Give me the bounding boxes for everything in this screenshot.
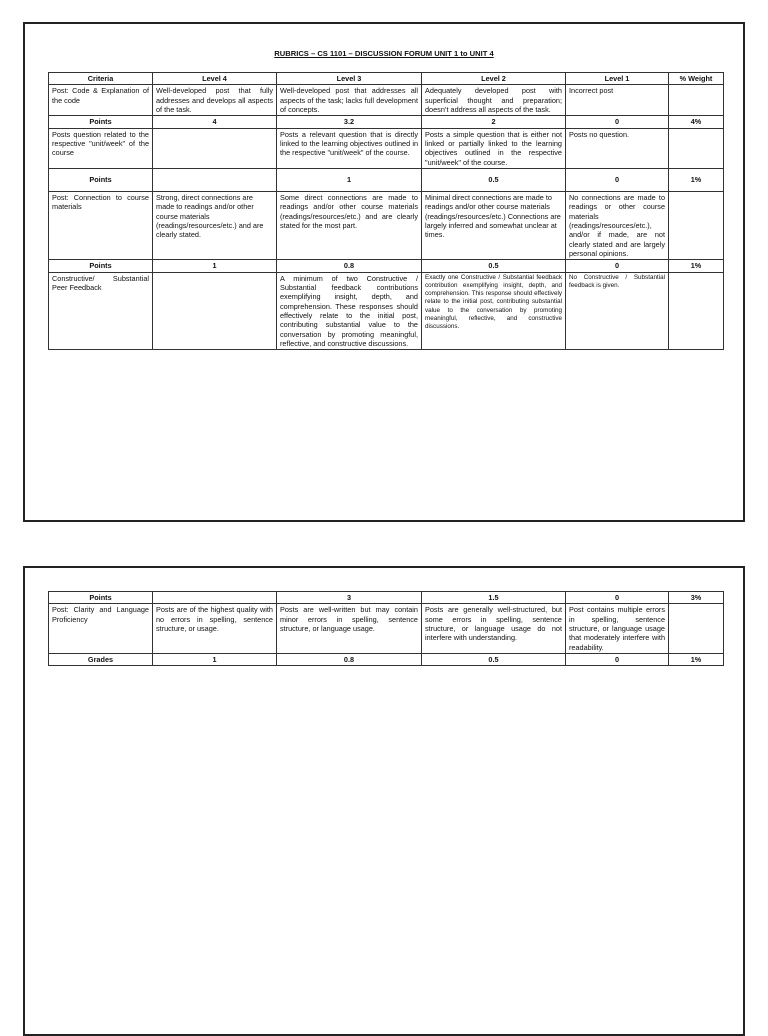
criterion-row	[49, 85, 724, 116]
weight-cell	[669, 85, 724, 116]
points-row	[49, 168, 724, 191]
header-level-1: Level 1	[566, 73, 669, 85]
criterion-name: Post: Clarity and Language Proficiency	[49, 604, 153, 654]
weight-cell	[669, 128, 724, 168]
points-weight: 1%	[669, 168, 724, 191]
level-4-description: Strong, direct connections are made to readings and/or other course materials (readings/resources/etc.) and are clearly stated.	[153, 191, 277, 259]
level-1-description: Post contains multiple errors in spelling, sentence structure, or language usage that moderately interfere with readability.	[566, 604, 669, 654]
level-2-description: Posts are generally well-structured, but some errors in spelling, sentence structure, or language usage do not interfere with understanding.	[422, 604, 566, 654]
document-page-1	[23, 22, 745, 522]
level-4-description: Posts are of the highest quality with no errors in spelling, sentence structure, or usage.	[153, 604, 277, 654]
points-weight: 1%	[669, 260, 724, 272]
grades-level-1: 0	[566, 653, 669, 665]
header-criteria: Criteria	[49, 73, 153, 85]
weight-cell	[669, 604, 724, 654]
level-1-description: Incorrect post	[566, 85, 669, 116]
level-3-description: Well-developed post that addresses all aspects of the task; lacks full development of concepts.	[277, 85, 422, 116]
points-label: Points	[49, 168, 153, 191]
criterion-row	[49, 604, 724, 654]
document-page-2	[23, 566, 745, 1036]
points-label: Points	[49, 592, 153, 604]
grades-weight: 1%	[669, 653, 724, 665]
points-level-1: 0	[566, 592, 669, 604]
points-level-3: 0.8	[277, 260, 422, 272]
grades-level-4: 1	[153, 653, 277, 665]
criterion-row	[49, 272, 724, 350]
points-row	[49, 116, 724, 128]
criterion-name: Post: Code & Explanation of the code	[49, 85, 153, 116]
level-1-description: No connections are made to readings or other course materials (readings/resources/etc.), and/or if made, are not clearly stated and are largely personal opinions.	[566, 191, 669, 259]
criterion-name: Post: Connection to course materials	[49, 191, 153, 259]
points-label: Points	[49, 260, 153, 272]
points-level-4	[153, 168, 277, 191]
points-level-1: 0	[566, 168, 669, 191]
header-level-2: Level 2	[422, 73, 566, 85]
points-level-4: 4	[153, 116, 277, 128]
level-2-description: Exactly one Constructive / Substantial feedback contribution exemplifying insight, depth, and comprehension. This response should effectively relate to the initial post, contributing substantial value to the conversation by promoting meaningful, reflective, and constructive discussions.	[422, 272, 566, 350]
document-title: RUBRICS – CS 1101 – DISCUSSION FORUM UNIT 1 to UNIT 4	[274, 49, 494, 58]
criterion-row	[49, 128, 724, 168]
points-level-1: 0	[566, 116, 669, 128]
points-level-4	[153, 592, 277, 604]
level-2-description: Adequately developed post with superficial thought and preparation; doesn’t address all aspects of the task.	[422, 85, 566, 116]
rubric-table-page-1	[48, 72, 724, 350]
level-4-description: Well-developed post that fully addresses and develops all aspects of the task.	[153, 85, 277, 116]
grades-level-2: 0.5	[422, 653, 566, 665]
header-row	[49, 73, 724, 85]
header-level-3: Level 3	[277, 73, 422, 85]
level-2-description: Posts a simple question that is either not linked or partially linked to the learning objectives outlined in the respective "unit/week" of the course.	[422, 128, 566, 168]
points-level-2: 1.5	[422, 592, 566, 604]
points-label: Points	[49, 116, 153, 128]
points-weight: 3%	[669, 592, 724, 604]
grades-row	[49, 653, 724, 665]
points-weight: 4%	[669, 116, 724, 128]
header-weight: % Weight	[669, 73, 724, 85]
points-level-2: 2	[422, 116, 566, 128]
points-level-3: 3	[277, 592, 422, 604]
level-1-description: Posts no question.	[566, 128, 669, 168]
criterion-name: Posts question related to the respective "unit/week" of the course	[49, 128, 153, 168]
level-3-description: Some direct connections are made to readings and/or other course materials (readings/resources/etc.) and are clearly stated for the most part.	[277, 191, 422, 259]
level-3-description: Posts a relevant question that is directly linked to the learning objectives outlined in the respective "unit/week" of the course.	[277, 128, 422, 168]
grades-level-3: 0.8	[277, 653, 422, 665]
grades-label: Grades	[49, 653, 153, 665]
level-3-description: Posts are well-written but may contain minor errors in spelling, sentence structure, or language usage.	[277, 604, 422, 654]
header-level-4: Level 4	[153, 73, 277, 85]
level-3-description: A minimum of two Constructive / Substantial feedback contributions exemplifying insight, depth, and comprehension. These responses should effectively relate to the initial post, contributing substantial value to the conversation by promoting meaningful, reflective, and constructive discussions.	[277, 272, 422, 350]
points-level-1: 0	[566, 260, 669, 272]
points-level-2: 0.5	[422, 168, 566, 191]
points-row	[49, 260, 724, 272]
level-4-description	[153, 272, 277, 350]
points-level-3: 1	[277, 168, 422, 191]
points-level-4: 1	[153, 260, 277, 272]
weight-cell	[669, 191, 724, 259]
level-1-description: No Constructive / Substantial feedback is given.	[566, 272, 669, 350]
weight-cell	[669, 272, 724, 350]
level-2-description: Minimal direct connections are made to readings and/or other course materials (readings/resources/etc.) Connections are largely inferred and somewhat unclear at times.	[422, 191, 566, 259]
level-4-description	[153, 128, 277, 168]
points-row	[49, 592, 724, 604]
rubric-table-page-2	[48, 591, 724, 666]
criterion-row	[49, 191, 724, 259]
points-level-3: 3.2	[277, 116, 422, 128]
points-level-2: 0.5	[422, 260, 566, 272]
criterion-name: Constructive/ Substantial Peer Feedback	[49, 272, 153, 350]
